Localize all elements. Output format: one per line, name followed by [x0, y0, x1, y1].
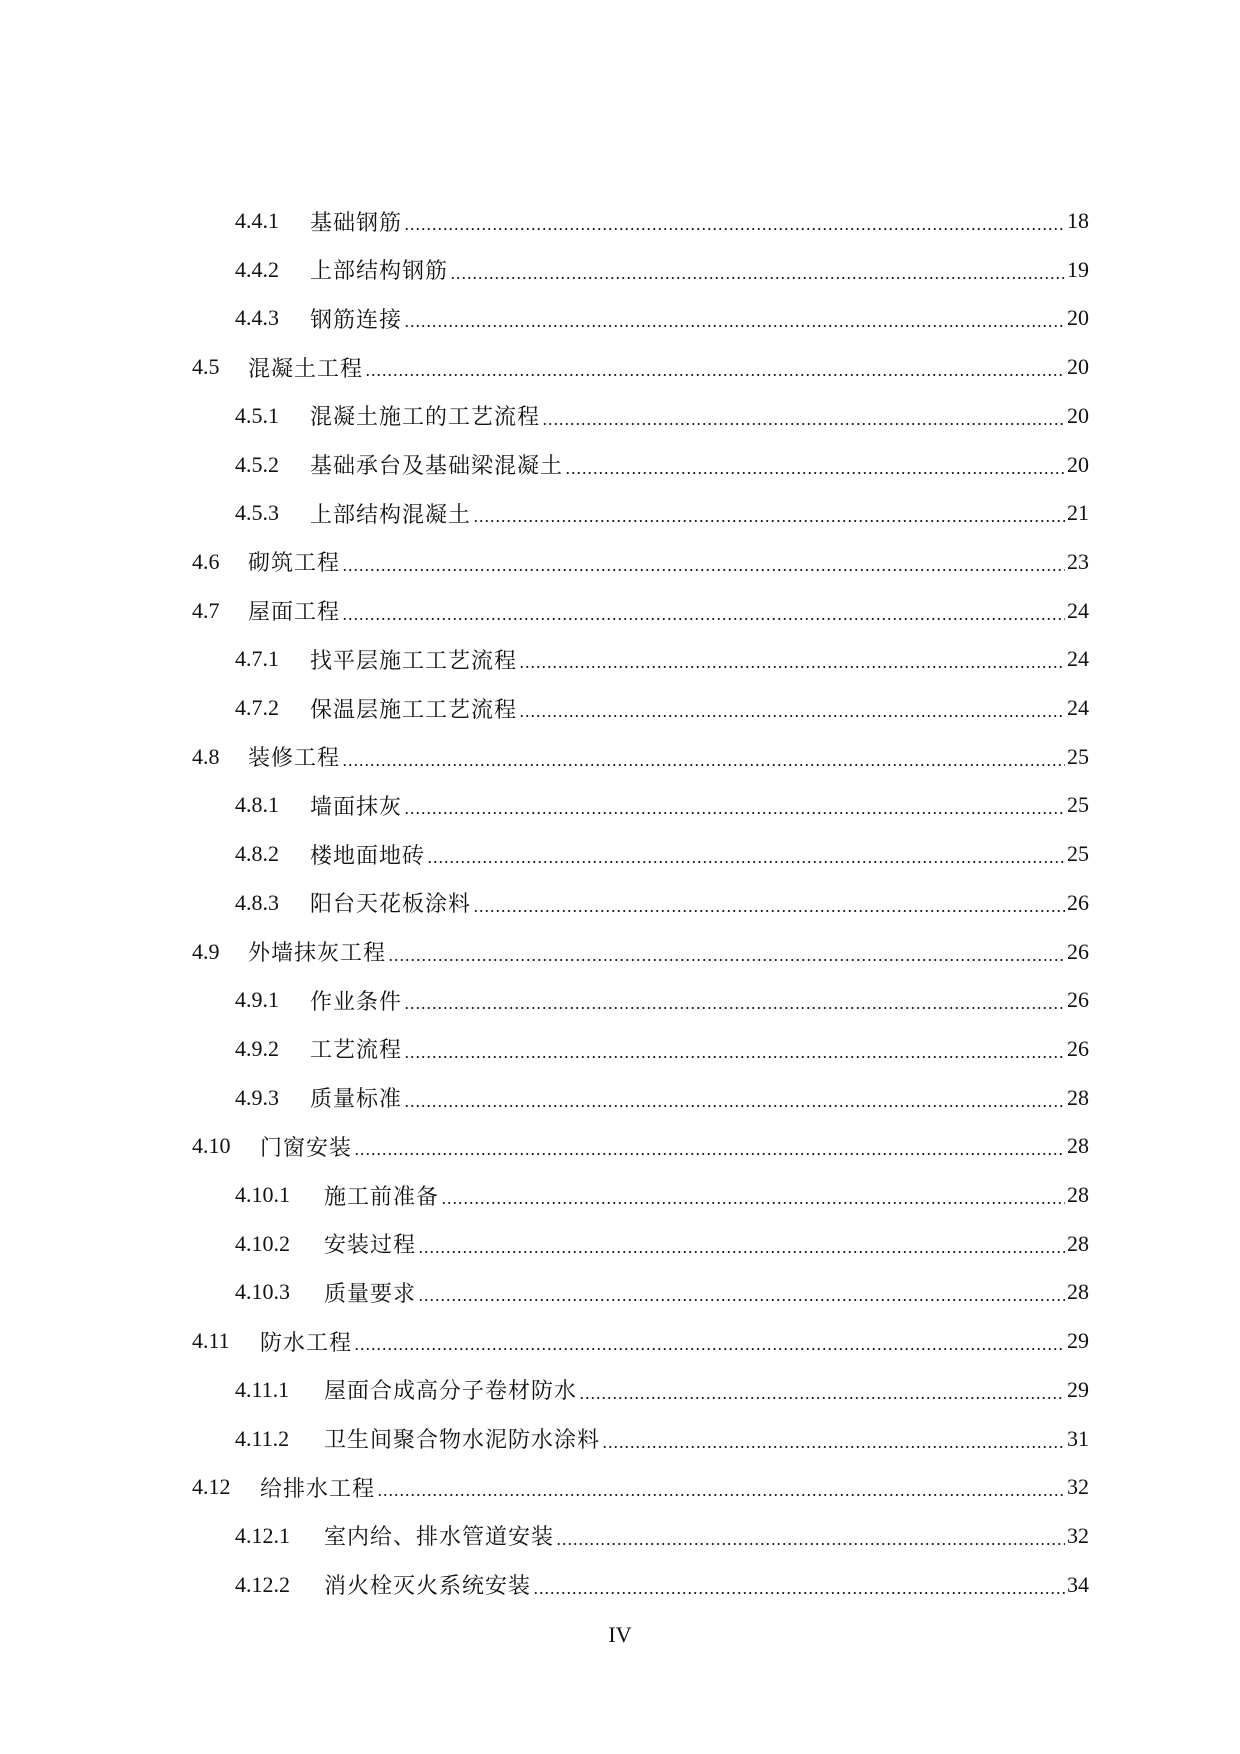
- toc-entry-title: 防水工程: [260, 1329, 353, 1355]
- toc-entry[interactable]: [235, 830, 1089, 878]
- toc-entry-page: 32: [1067, 1522, 1089, 1548]
- toc-entry-title: 安装过程: [324, 1232, 417, 1258]
- toc-entry-page: 24: [1067, 646, 1089, 672]
- toc-entry-number: 4.5: [192, 354, 220, 380]
- dot-leader: [342, 746, 1065, 768]
- toc-entry-page: 20: [1067, 402, 1089, 428]
- toc-entry[interactable]: [192, 1317, 1089, 1365]
- toc-entry-number: 4.5.3: [235, 500, 279, 526]
- toc-entry-number: 4.10.3: [235, 1279, 290, 1305]
- toc-entry-page: 25: [1067, 841, 1089, 867]
- toc-entry-page: 25: [1067, 792, 1089, 818]
- toc-entry-title: 混凝土施工的工艺流程: [310, 404, 541, 430]
- toc-entry-number: 4.9.1: [235, 987, 279, 1013]
- dot-leader: [377, 1476, 1065, 1498]
- toc-entry-title: 工艺流程: [310, 1037, 403, 1063]
- toc-entry[interactable]: [192, 343, 1089, 391]
- toc-entry[interactable]: [235, 489, 1089, 537]
- toc-entry-page: 28: [1067, 1279, 1089, 1305]
- toc-entry-number: 4.7.1: [235, 646, 279, 672]
- toc-entry-number: 4.10.2: [235, 1230, 290, 1256]
- dot-leader: [473, 502, 1065, 524]
- toc-entry[interactable]: [192, 538, 1089, 586]
- toc-entry[interactable]: [192, 1463, 1089, 1511]
- dot-leader: [354, 1330, 1065, 1352]
- toc-entry[interactable]: [235, 684, 1089, 732]
- toc-entry-page: 18: [1067, 208, 1089, 233]
- toc-entry-number: 4.9.3: [235, 1084, 279, 1110]
- toc-entry-page: 29: [1067, 1376, 1089, 1402]
- toc-entry-number: 4.8.2: [235, 841, 279, 867]
- toc-entry-number: 4.11.2: [235, 1425, 290, 1451]
- page-number: IV: [608, 1622, 632, 1647]
- toc-entry[interactable]: [235, 976, 1089, 1024]
- dot-leader: [342, 551, 1065, 573]
- dot-leader: [519, 648, 1065, 670]
- toc-entry-title: 混凝土工程: [248, 355, 364, 381]
- dot-leader: [404, 794, 1065, 816]
- toc-entry-title: 质量标准: [310, 1086, 403, 1112]
- toc-entry-title: 上部结构钢筋: [310, 258, 449, 284]
- toc-entry-number: 4.10: [192, 1133, 231, 1159]
- toc-entry[interactable]: [235, 1220, 1089, 1268]
- dot-leader: [565, 454, 1065, 476]
- dot-leader: [354, 1135, 1065, 1157]
- toc-entry-page: 19: [1067, 256, 1089, 282]
- toc-entry-page: 24: [1067, 597, 1089, 623]
- toc-entry[interactable]: [235, 441, 1089, 489]
- dot-leader: [404, 210, 1065, 232]
- toc-entry[interactable]: [192, 587, 1089, 635]
- toc-entry-title: 屋面合成高分子卷材防水: [324, 1378, 578, 1404]
- toc-entry-title: 作业条件: [310, 988, 403, 1014]
- toc-entry-page: 28: [1067, 1230, 1089, 1256]
- toc-entry-title: 基础承台及基础梁混凝土: [310, 453, 564, 478]
- toc-entry-title: 给排水工程: [260, 1475, 376, 1501]
- toc-entry[interactable]: [235, 781, 1089, 829]
- toc-entry-title: 消火栓灭火系统安装: [324, 1573, 532, 1599]
- toc-entry-title: 室内给、排水管道安装: [324, 1524, 555, 1550]
- dot-leader: [404, 989, 1065, 1011]
- toc-entry-page: 25: [1067, 743, 1089, 769]
- toc-entry-number: 4.4.2: [235, 256, 279, 282]
- toc-entry-number: 4.5.2: [235, 451, 279, 477]
- toc-entry[interactable]: [235, 1561, 1089, 1609]
- toc-entry-number: 4.12.2: [235, 1571, 290, 1597]
- toc-entry-title: 上部结构混凝土: [310, 501, 472, 527]
- toc-entry-number: 4.9: [192, 938, 220, 964]
- dot-leader: [579, 1379, 1065, 1401]
- toc-entry[interactable]: [192, 733, 1089, 781]
- toc-entry-page: 26: [1067, 938, 1089, 964]
- dot-leader: [473, 892, 1065, 914]
- toc-entry-title: 卫生间聚合物水泥防水涂料: [324, 1427, 601, 1453]
- toc-entry[interactable]: [235, 246, 1089, 294]
- toc-entry[interactable]: [235, 1171, 1089, 1219]
- dot-leader: [533, 1574, 1065, 1596]
- toc-entry-title: 保温层施工工艺流程: [310, 696, 518, 722]
- dot-leader: [404, 1038, 1065, 1060]
- toc-entry[interactable]: [235, 1512, 1089, 1560]
- toc-entry-page: 24: [1067, 695, 1089, 720]
- toc-entry-page: 29: [1067, 1328, 1089, 1354]
- dot-leader: [342, 600, 1065, 622]
- toc-entry-title: 钢筋连接: [310, 306, 403, 332]
- toc-entry-title: 砌筑工程: [248, 550, 341, 576]
- toc-entry-number: 4.8.3: [235, 889, 279, 915]
- toc-entry-number: 4.12: [192, 1474, 231, 1500]
- toc-entry[interactable]: [192, 928, 1089, 976]
- toc-entry-number: 4.5.1: [235, 402, 279, 428]
- toc-entry-number: 4.7: [192, 597, 220, 623]
- toc-entry-title: 装修工程: [248, 745, 341, 771]
- toc-entry[interactable]: [235, 1268, 1089, 1316]
- toc-entry-page: 26: [1067, 889, 1089, 915]
- toc-entry-number: 4.6: [192, 548, 220, 574]
- dot-leader: [404, 307, 1065, 329]
- toc-entry-number: 4.9.2: [235, 1035, 279, 1061]
- toc-entry-page: 23: [1067, 548, 1089, 574]
- toc-entry[interactable]: [235, 1074, 1089, 1122]
- toc-entry-title: 屋面工程: [248, 599, 341, 625]
- toc-entry[interactable]: [235, 1025, 1089, 1073]
- toc-entry-page: 20: [1067, 451, 1089, 477]
- toc-entry-page: 28: [1067, 1182, 1089, 1208]
- toc-entry-page: 28: [1067, 1133, 1089, 1159]
- dot-leader: [404, 1087, 1065, 1109]
- toc-entry-title: 门窗安装: [260, 1134, 353, 1160]
- toc-entry-page: 21: [1067, 500, 1089, 526]
- dot-leader: [542, 405, 1065, 427]
- toc-entry[interactable]: [235, 294, 1089, 342]
- toc-entry-number: 4.7.2: [235, 695, 279, 720]
- dot-leader: [365, 356, 1065, 378]
- toc-entry-page: 20: [1067, 354, 1089, 380]
- toc-entry-title: 楼地面地砖: [310, 842, 426, 868]
- toc-entry-title: 墙面抹灰: [310, 793, 403, 819]
- dot-leader: [418, 1233, 1065, 1255]
- toc-entry-number: 4.8: [192, 743, 220, 769]
- toc-entry-title: 外墙抹灰工程: [248, 940, 387, 966]
- dot-leader: [450, 259, 1065, 281]
- toc-entry-number: 4.11: [192, 1328, 230, 1354]
- toc-entry[interactable]: [235, 392, 1089, 440]
- toc-entry-number: 4.8.1: [235, 792, 279, 818]
- toc-entry[interactable]: [235, 1366, 1089, 1414]
- toc-entry-title: 阳台天花板涂料: [310, 891, 472, 917]
- toc-entry-page: 26: [1067, 1035, 1089, 1061]
- toc-entry[interactable]: [235, 879, 1089, 927]
- toc-entry-title: 找平层施工工艺流程: [310, 647, 518, 673]
- dot-leader: [602, 1428, 1065, 1450]
- toc-entry-number: 4.11.1: [235, 1376, 290, 1402]
- toc-entry-title: 基础钢筋: [310, 209, 403, 235]
- toc-entry[interactable]: [192, 1122, 1089, 1170]
- toc-entry[interactable]: [235, 197, 1089, 245]
- toc-entry-number: 4.10.1: [235, 1182, 290, 1208]
- dot-leader: [556, 1525, 1065, 1547]
- dot-leader: [418, 1281, 1065, 1303]
- toc-entry-page: 32: [1067, 1474, 1089, 1500]
- toc-entry[interactable]: [235, 1415, 1089, 1463]
- toc-entry[interactable]: [235, 635, 1089, 683]
- dot-leader: [441, 1184, 1065, 1206]
- dot-leader: [519, 697, 1065, 719]
- toc-entry-page: 31: [1067, 1425, 1089, 1451]
- toc-entry-page: 20: [1067, 305, 1089, 331]
- toc-entry-number: 4.4.3: [235, 305, 279, 331]
- toc-entry-title: 质量要求: [324, 1280, 417, 1306]
- dot-leader: [427, 843, 1065, 865]
- toc-entry-number: 4.4.1: [235, 208, 279, 233]
- toc-entry-number: 4.12.1: [235, 1522, 290, 1548]
- toc-entry-page: 26: [1067, 987, 1089, 1013]
- toc-entry-title: 施工前准备: [324, 1183, 440, 1209]
- toc-entry-page: 34: [1067, 1571, 1089, 1597]
- toc-entry-page: 28: [1067, 1084, 1089, 1110]
- dot-leader: [388, 941, 1065, 963]
